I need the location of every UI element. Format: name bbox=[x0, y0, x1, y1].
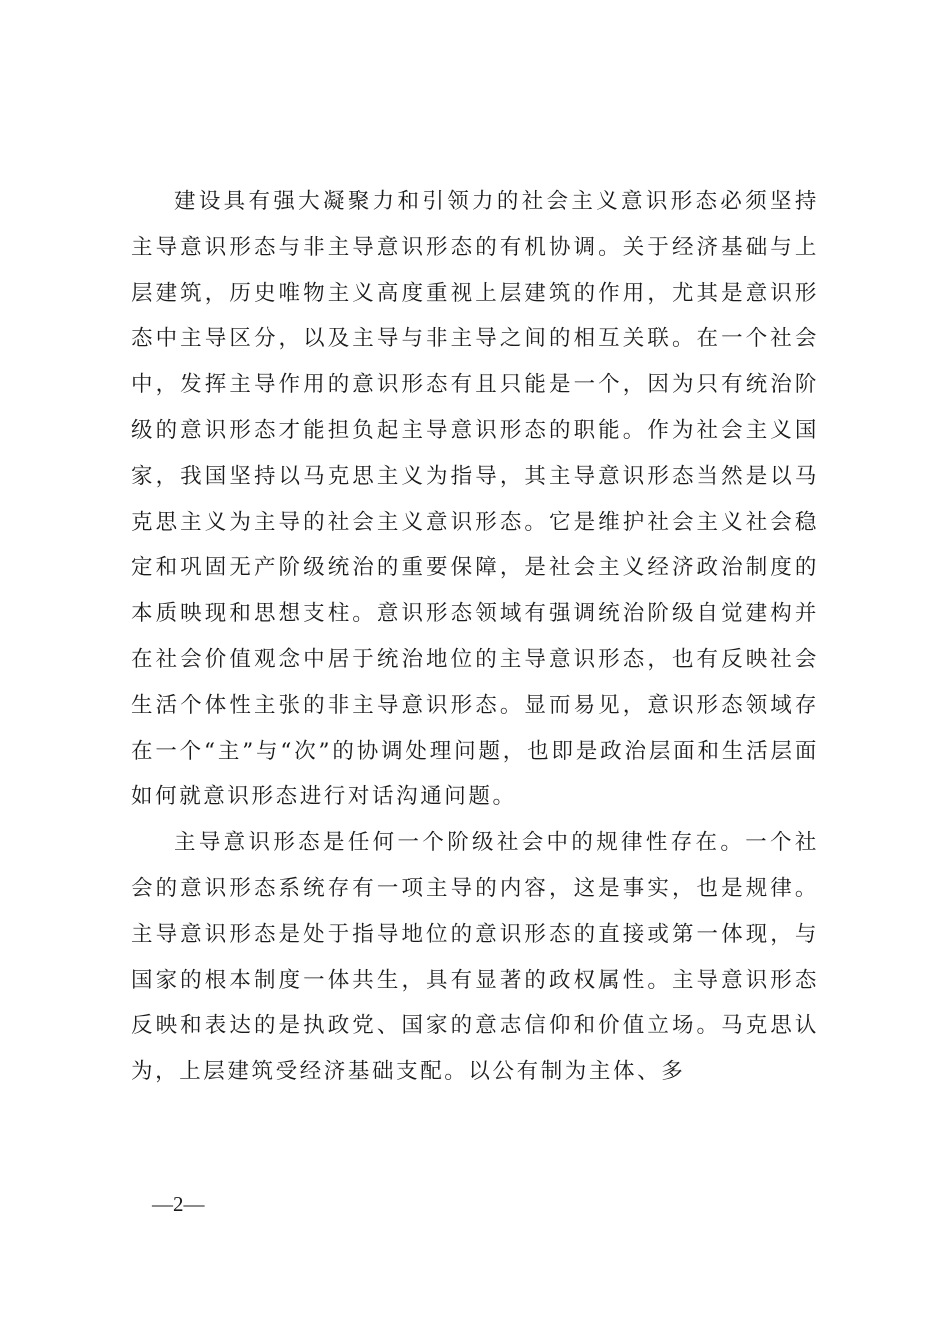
paragraph-1: 建设具有强大凝聚力和引领力的社会主义意识形态必须坚持主导意识形态与非主导意识形态的有机协调。关于经济基础与上层建筑，历史唯物主义高度重视上层建筑的作用，尤其是意识形态中主导区分，以及主导与非主导之间的相互关联。在一个社会中，发挥主导作用的意识形态有且只能是一个，因为只有统治阶级的意识形态才能担负起主导意识形态的职能。作为社会主义国家，我国坚持以马克思主义为指导，其主导意识形态当然是以马克思主义为主导的社会主义意识形态。它是维护社会主义社会稳定和巩固无产阶级统治的重要保障，是社会主义经济政治制度的本质映现和思想支柱。意识形态领域有强调统治阶级自觉建构并在社会价值观念中居于统治地位的主导意识形态，也有反映社会生活个体性主张的非主导意识形态。显而易见，意识形态领域存在一个“主”与“次”的协调处理问题，也即是政治层面和生活层面如何就意识形态进行对话沟通问题。 bbox=[131, 189, 819, 810]
paragraph-2: 主导意识形态是任何一个阶级社会中的规律性存在。一个社会的意识形态系统存有一项主导的内容，这是事实，也是规律。主导意识形态是处于指导地位的意识形态的直接或第一体现，与国家的根本制度一体共生，具有显著的政权属性。主导意识形态反映和表达的是执政党、国家的意志信仰和价值立场。马克思认为，上层建筑受经济基础支配。以公有制为主体、多 bbox=[131, 830, 819, 1085]
body-text bbox=[131, 179, 819, 1095]
page-number: —2— bbox=[152, 1192, 205, 1216]
